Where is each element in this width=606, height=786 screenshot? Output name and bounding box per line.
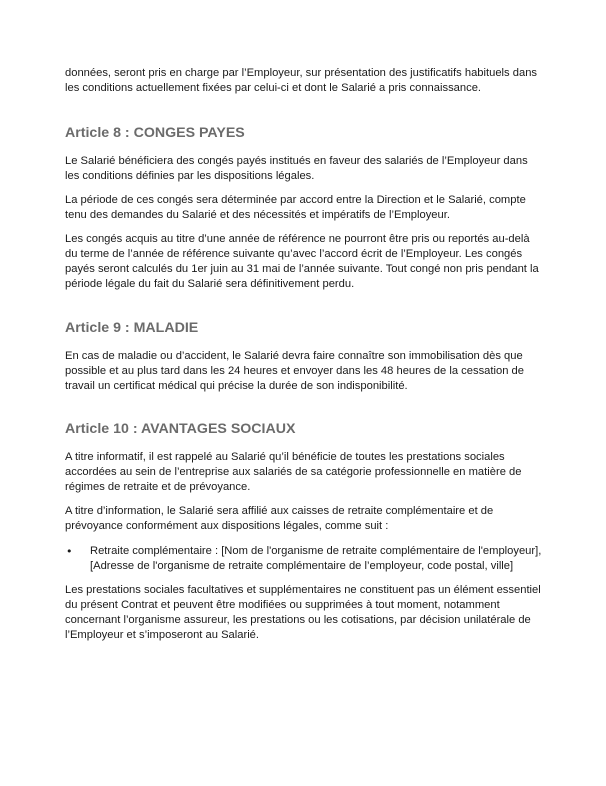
article-10-paragraph-1: A titre informatif, il est rappelé au Salarié qu’il bénéficie de toutes les prestations sociales accordées au sein de l’entreprise aux salariés de sa catégorie professionnelle en matière de régimes de retraite et de prévoyance. [65,451,522,493]
intro-paragraph: données, seront pris en charge par l’Employeur, sur présentation des justificatifs habituels dans les conditions actuellement fixées par celui-ci et dont le Salarié a pris connaissance. [65,67,538,94]
article-10-paragraph-3: Les prestations sociales facultatives et supplémentaires ne constituent pas un élément essentiel du présent Contrat et peuvent être modifiées ou supprimées à tout moment, notamment concernant l’organisme assureur, les prestations ou les cotisations, par décision unilatérale de l’Employeur et s’imposeront au Salarié. [65,584,541,641]
article-9-paragraph-1: En cas de maladie ou d’accident, le Salarié devra faire connaître son immobilisation dès que possible et au plus tard dans les 24 heures et envoyer dans les 48 heures de la cessation de travail un certificat médical qui précise la durée de son indisponibilité. [65,350,524,392]
article-8-paragraph-2: La période de ces congés sera déterminée par accord entre la Direction et le Salarié, compte tenu des demandes du Salarié et des nécessités et impératifs de l’Employeur. [65,194,526,221]
bullet-marker: • [66,545,73,558]
article-9-heading: Article 9 : MALADIE [65,320,199,336]
article-8-paragraph-3: Les congés acquis au titre d’une année de référence ne pourront être pris ou reportés au-delà du terme de l’année de référence suivante qu’avec l’accord écrit de l’Employeur. Les congés payés seront calculés du 1er juin au 31 mai de l’année suivante. Tout congé non pris pendant la période légale du fait du Salarié sera définitivement perdu. [65,233,539,290]
article-10-paragraph-2: A titre d’information, le Salarié sera affilié aux caisses de retraite complémentaire et de prévoyance conformément aux dispositions légales, comme suit : [65,505,494,532]
article-8-paragraph-1: Le Salarié bénéficiera des congés payés institués en faveur des salariés de l’Employeur dans les conditions définies par les dispositions légales. [65,155,528,182]
retirement-list-item [65,544,545,574]
article-8-heading: Article 8 : CONGES PAYES [65,125,245,141]
page-content [65,66,545,643]
retirement-list-item-text: Retraite complémentaire : [Nom de l'organisme de retraite complémentaire de l'employeur], [Adresse de l'organisme de retraite complémentaire de l’employeur, code postal, ville] [90,545,542,572]
article-10-heading: Article 10 : AVANTAGES SOCIAUX [65,421,296,437]
